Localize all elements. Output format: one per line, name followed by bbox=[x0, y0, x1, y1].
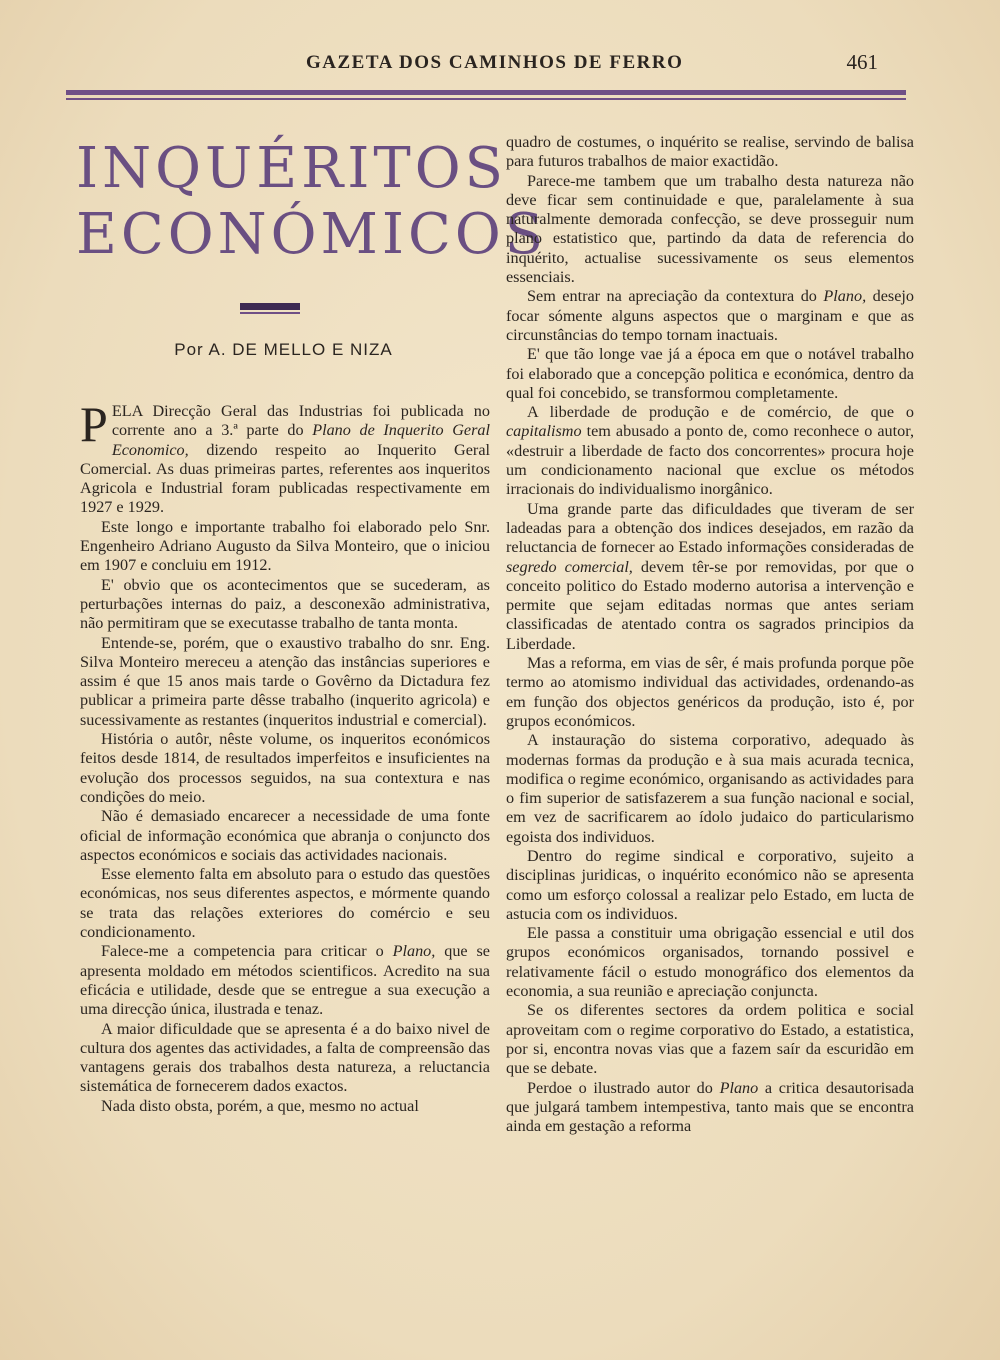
paragraph-text: que se apresenta moldado em métodos scientificos. Acredito na sua eficácia e utilidade, desde que se entregue a sua execução a uma direcção única, ilustrada e tenaz. bbox=[80, 942, 490, 1019]
paragraph: Entende-se, porém, que o exaustivo trabalho do snr. Eng. Silva Monteiro mereceu a atenção das instâncias superiores e assim é que 15 anos mais tarde o Govêrno da Dictadura fez publicar a primeira parte dêsse trabalho (inquerito agricola) e sucessivamente as restantes (inqueritos industrial e comercial). bbox=[80, 633, 490, 729]
paragraph bbox=[506, 1079, 914, 1137]
paragraph-italic: Plano, bbox=[392, 942, 436, 961]
paragraph: A instauração do sistema corporativo, adequado às modernas formas da produção e à sua mais acurada tecnica, modifica o regime económico, organisando as actividades para o fim superior de satisfazerem a sua função nacional e social, em vez de sacrificarem ao ídolo judaico do particularismo egoista dos individuos. bbox=[506, 731, 914, 846]
right-column bbox=[506, 133, 914, 1136]
paragraph-italic: capitalismo bbox=[506, 422, 582, 441]
paragraph: Este longo e importante trabalho foi elaborado pelo Snr. Engenheiro Adriano Augusto da Silva Monteiro, que o iniciou em 1907 e concluiu em 1912. bbox=[80, 517, 490, 575]
header-rule-thin bbox=[66, 98, 906, 100]
paragraph-italic: Plano, bbox=[823, 287, 867, 306]
paragraph bbox=[506, 403, 914, 499]
paragraph-text: Uma grande parte das dificuldades que tiveram de ser ladeadas para a obtenção dos indices desejados, em razão da reluctancia de fornecer ao Estado informações consideradas de bbox=[506, 499, 914, 557]
page-number: 461 bbox=[846, 50, 878, 74]
drop-cap: P bbox=[80, 396, 108, 452]
paragraph bbox=[80, 942, 490, 1019]
paragraph-continued: quadro de costumes, o inquérito se realise, servindo de balisa para futuros trabalhos de maior exactidão. bbox=[506, 133, 914, 171]
lead-text-end: dizendo respeito ao Inquerito Geral Comercial. As duas primeiras partes, referentes aos inqueritos Agricola e Industrial foram publicadas respectivamente em 1927 e 1929. bbox=[80, 440, 490, 517]
lead-italic: Plano de Inquerito Geral Economico, bbox=[111, 421, 490, 459]
paragraph bbox=[506, 500, 914, 654]
paragraph: Mas a reforma, em vias de sêr, é mais profunda porque põe termo ao atomismo individual das actividades, ordenando-as em função dos objectos genéricos da produção, isto é, por grupos económicos. bbox=[506, 654, 914, 730]
running-header bbox=[66, 52, 906, 78]
lead-text: ELA Direcção Geral das Industrias foi publicada no corrente ano a 3.ª parte do bbox=[111, 402, 490, 440]
paragraph-text: Sem entrar na apreciação da contextura do bbox=[527, 287, 824, 306]
paragraph: Nada disto obsta, porém, a que, mesmo no actual bbox=[101, 1096, 419, 1115]
paragraph-text: desejo focar sómente alguns aspectos que o marginam e que as circunstâncias do tempo tornam inactuais. bbox=[506, 287, 914, 344]
paragraph-text: A liberdade de produção e de comércio, de que o bbox=[527, 403, 914, 422]
paragraph-text: Falece-me a competencia para criticar o bbox=[101, 942, 393, 961]
paragraph-text: tem abusado a ponto de, como reconhece o autor, «destruir a liberdade de facto dos concorrentes» procura hoje um condicionamento nacional que exclue os métodos irracionais do individualismo inorgânico. bbox=[506, 422, 914, 499]
paragraph: A maior dificuldade que se apresenta é a do baixo nivel de cultura dos agentes das actividades, a falta de compreensão das vantagens gerais dos trabalhos desta natureza, a reluctancia sistemática de fornecerem dados exactos. bbox=[80, 1019, 490, 1096]
journal-title: GAZETA DOS CAMINHOS DE FERRO bbox=[306, 52, 684, 73]
paragraph: E' obvio que os acontecimentos que se sucederam, as perturbações internas do paiz, a desconexão administrativa, não permitiram que se executasse trabalho de tanta monta. bbox=[80, 575, 490, 633]
paragraph-text: devem têr-se por removidas, por que o conceito politico do Estado moderno autorisa a intervenção e permite que sejam editadas normas que antes seriam classificadas de atentado contra os sagrados principios da Liberdade. bbox=[506, 557, 914, 653]
paragraph: Esse elemento falta em absoluto para o estudo das questões económicas, nos seus diferentes aspectos, e mórmente quando se trata das relações exteriores do comércio e seu condicionamento. bbox=[80, 865, 490, 942]
header-rule-thick bbox=[66, 90, 906, 95]
title-ornament-underline bbox=[240, 312, 300, 314]
paragraph: Se os diferentes sectores da ordem politica e social aproveitam com o regime corporativo do Estado, a estatistica, por si, encontra novas vias que a fazem saír da escuridão em que se debate. bbox=[506, 1001, 914, 1078]
lead-paragraph bbox=[80, 396, 490, 518]
paragraph-text: a critica desautorisada que julgará tambem intempestiva, tanto mais que se encontra ainda em gestação a reforma bbox=[506, 1078, 914, 1136]
paragraph bbox=[506, 287, 914, 345]
paragraph: Não é demasiado encarecer a necessidade de uma fonte oficial de informação económica que abranja o conjuncto dos aspectos económicos e sociais das actividades nacionais. bbox=[80, 807, 490, 864]
paragraph: História o autôr, nêste volume, os inqueritos económicos feitos desde 1814, de resultados imperfeitos e insuficientes na evolução dos processos seguidos, na sua contextura e nas condições do meio. bbox=[80, 730, 490, 806]
headline-line-1: INQUÉRITOS bbox=[76, 136, 508, 201]
byline: Por A. DE MELLO E NIZA bbox=[174, 340, 393, 359]
paragraph-text: Perdoe o ilustrado autor do bbox=[527, 1078, 720, 1097]
left-column bbox=[80, 396, 490, 1116]
paragraph: Dentro do regime sindical e corporativo, sujeito a disciplinas juridicas, o inquérito económico não se apresenta como um esforço colossal a realizar pelo Estado, em lucta de astucia com os individuos. bbox=[506, 846, 914, 923]
paragraph: E' que tão longe vae já a época em que o notável trabalho foi elaborado que a concepção politica e económica, dentro da qual foi concebido, se transformou completamente. bbox=[506, 345, 914, 402]
headline-line-2: ECONÓMICOS bbox=[76, 202, 548, 267]
paragraph: Parece-me tambem que um trabalho desta natureza não deve ficar sem continuidade e que, paralelamente à sua naturalmente demorada confecção, se deve prosseguir num plano estatistico que, partindo da data de referencia do inquérito, actualise sucessivamente os seus elementos essenciais. bbox=[506, 171, 914, 287]
article-headline bbox=[76, 136, 548, 268]
paragraph-italic: segredo comercial, bbox=[506, 557, 633, 576]
paragraph-italic: Plano bbox=[719, 1078, 759, 1097]
title-ornament-rule bbox=[240, 303, 300, 310]
paragraph: Ele passa a constituir uma obrigação essencial e util dos grupos económicos organisados, tornando possivel e relativamente fácil o estudo monográfico dos elementos da economia, a sua reunião e apreciação conjuncta. bbox=[506, 924, 914, 1001]
